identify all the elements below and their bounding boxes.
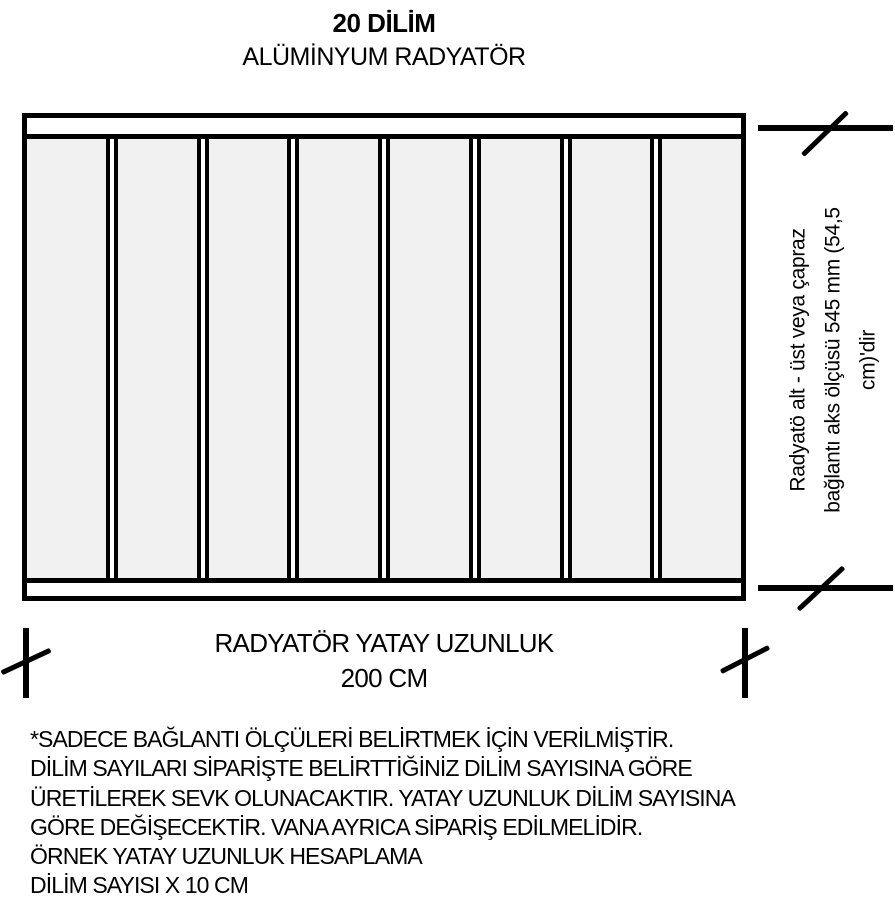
horizontal-dimension-value: 200 CM	[340, 663, 428, 693]
radiator-section	[390, 139, 469, 578]
page-subtitle: ALÜMİNYUM RADYATÖR	[242, 43, 526, 71]
section-divider	[469, 139, 481, 578]
section-divider	[197, 139, 209, 578]
radiator-section	[662, 139, 741, 578]
horizontal-dimension-label: RADYATÖR YATAY UZUNLUK	[214, 628, 554, 658]
section-divider	[106, 139, 118, 578]
note-line: GÖRE DEĞİŞECEKTİR. VANA AYRICA SİPARİŞ EDİLMELİDİR.	[30, 813, 643, 840]
note-line: DİLİM SAYILARI SİPARİŞTE BELİRTTİĞİNİZ DİLİM SAYISINA GÖRE	[30, 755, 692, 782]
radiator-section	[572, 139, 651, 578]
note-line: ÖRNEK YATAY UZUNLUK HESAPLAMA	[30, 843, 422, 870]
section-divider	[650, 139, 662, 578]
vertical-dimension-label-line3: cm)'dir	[856, 329, 880, 391]
note-line: *SADECE BAĞLANTI ÖLÇÜLERİ BELİRTMEK İÇİN VERİLMİŞTİR.	[30, 726, 674, 752]
section-divider	[378, 139, 390, 578]
radiator-section	[27, 139, 106, 578]
radiator-section	[209, 139, 288, 578]
radiator-section	[118, 139, 197, 578]
section-divider	[560, 139, 572, 578]
note-line: ÜRETİLEREK SEVK OLUNACAKTIR. YATAY UZUNLUK DİLİM SAYISINA	[30, 784, 735, 811]
horizontal-dimension-block	[22, 626, 746, 696]
page-title-block	[22, 5, 746, 74]
section-divider	[287, 139, 299, 578]
radiator-bottom-collector	[27, 578, 741, 596]
radiator-top-collector	[27, 118, 741, 139]
radiator-section	[481, 139, 560, 578]
radiator-body	[27, 139, 741, 578]
note-line: DİLİM SAYISI X 10 CM	[30, 872, 249, 899]
vertical-dimension-label	[781, 207, 886, 513]
vertical-dimension-label-line2: bağlantı aks ölçüsü 545 mm (54,5	[821, 207, 845, 513]
vertical-dimension-label-line1: Radyatö alt - üst veya çapraz	[786, 228, 810, 492]
vertical-dim-extent-top-slash	[801, 110, 849, 157]
radiator-section	[299, 139, 378, 578]
page-title: 20 DİLİM	[332, 8, 436, 38]
radiator-diagram	[22, 113, 746, 601]
notes-block	[30, 725, 735, 901]
